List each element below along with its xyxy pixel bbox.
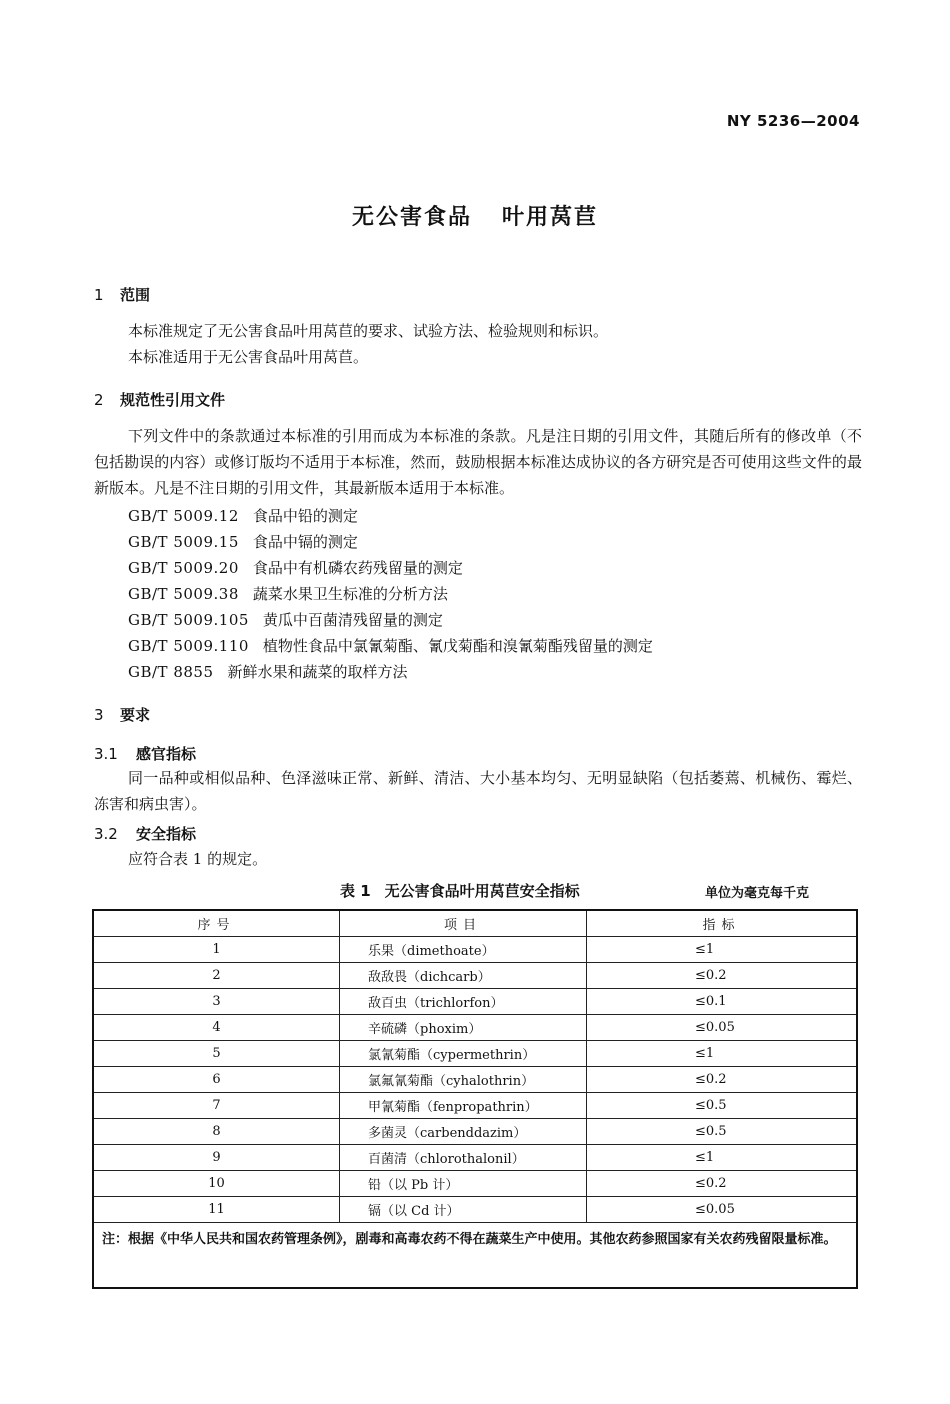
reference-item: [128, 583, 448, 604]
cell-serial: 9: [93, 1145, 340, 1171]
cell-serial: 8: [93, 1119, 340, 1145]
section-number: 1: [94, 286, 104, 304]
cell-item: 铅（以 Pb 计）: [340, 1171, 587, 1197]
section-1-line-1: 本标准规定了无公害食品叶用莴苣的要求、试验方法、检验规则和标识。: [128, 322, 609, 340]
section-3-1-paragraph: 同一品种或相似品种、色泽滋味正常、新鲜、清洁、大小基本均匀、无明显缺陷（包括萎蔫、机械伤、霉烂、冻害和病虫害）。: [94, 769, 862, 813]
table-row: [93, 989, 857, 1015]
reference-item: [128, 661, 408, 682]
cell-index: ≤0.05: [587, 1015, 858, 1041]
section-title: 感官指标: [136, 745, 197, 763]
cell-index: ≤0.5: [587, 1119, 858, 1145]
cell-item: 乐果（dimethoate）: [340, 937, 587, 963]
cell-index: ≤1: [587, 1041, 858, 1067]
table-caption-title: 无公害食品叶用莴苣安全指标: [384, 882, 580, 900]
section-number: 3.2: [94, 825, 118, 843]
cell-index: ≤0.5: [587, 1093, 858, 1119]
section-title: 规范性引用文件: [120, 391, 226, 409]
cell-item: 百菌清（chlorothalonil）: [340, 1145, 587, 1171]
table-caption-number: 表 1: [340, 882, 371, 900]
header-serial: 序号: [93, 910, 340, 937]
section-2-heading: [94, 389, 225, 410]
section-3-2-paragraph: 应符合表 1 的规定。: [128, 850, 268, 868]
table-unit: 单位为毫克每千克: [705, 886, 810, 901]
section-title: 要求: [120, 706, 151, 724]
reference-item: [128, 609, 443, 630]
section-number: 3: [94, 706, 104, 724]
table-row: [93, 1197, 857, 1223]
reference-title: 新鲜水果和蔬菜的取样方法: [227, 663, 408, 681]
section-2-paragraph: 下列文件中的条款通过本标准的引用而成为本标准的条款。凡是注日期的引用文件，其随后所有的修改单（不包括勘误的内容）或修订版均不适用于本标准，然而，鼓励根据本标准达成协议的各方研究是否可使用这些文件的最新版本。凡是不注日期的引用文件，其最新版本适用于本标准。: [94, 427, 862, 497]
header-index: 指标: [587, 910, 858, 937]
reference-title: 蔬菜水果卫生标准的分析方法: [252, 585, 448, 603]
reference-item: [128, 557, 463, 578]
reference-title: 食品中有机磷农药残留量的测定: [252, 559, 463, 577]
cell-serial: 1: [93, 937, 340, 963]
reference-code: GB/T 5009.20: [128, 559, 239, 577]
cell-index: ≤0.1: [587, 989, 858, 1015]
document-number: NY 5236—2004: [726, 112, 860, 130]
table-header-row: [93, 910, 857, 937]
title-part-1: 无公害食品: [351, 205, 472, 230]
cell-index: ≤0.2: [587, 1171, 858, 1197]
reference-code: GB/T 8855: [128, 663, 214, 681]
table-note: 注：根据《中华人民共和国农药管理条例》，剧毒和高毒农药不得在蔬菜生产中使用。其他农药参照国家有关农药残留限量标准。: [93, 1223, 857, 1289]
reference-item: [128, 505, 358, 526]
reference-code: GB/T 5009.38: [128, 585, 239, 603]
reference-item: [128, 635, 653, 656]
reference-code: GB/T 5009.12: [128, 507, 239, 525]
reference-title: 黄瓜中百菌清残留量的测定: [262, 611, 443, 629]
table-row: [93, 1067, 857, 1093]
section-1-heading: [94, 284, 150, 305]
reference-code: GB/T 5009.15: [128, 533, 239, 551]
section-1-line-2: 本标准适用于无公害食品叶用莴苣。: [128, 348, 369, 366]
table-row: [93, 1093, 857, 1119]
cell-item: 氯氰菊酯（cypermethrin）: [340, 1041, 587, 1067]
cell-serial: 3: [93, 989, 340, 1015]
cell-item: 镉（以 Cd 计）: [340, 1197, 587, 1223]
cell-item: 氯氟氰菊酯（cyhalothrin）: [340, 1067, 587, 1093]
cell-index: ≤1: [587, 1145, 858, 1171]
section-number: 3.1: [94, 745, 118, 763]
section-3-2-heading: [94, 823, 196, 844]
reference-title: 食品中铅的测定: [252, 507, 358, 525]
reference-code: GB/T 5009.105: [128, 611, 249, 629]
document-title: [0, 200, 950, 231]
cell-item: 敌百虫（trichlorfon）: [340, 989, 587, 1015]
cell-index: ≤0.2: [587, 963, 858, 989]
table-row: [93, 1119, 857, 1145]
table-row: [93, 1145, 857, 1171]
section-number: 2: [94, 391, 104, 409]
section-title: 范围: [120, 286, 151, 304]
cell-index: ≤0.2: [587, 1067, 858, 1093]
cell-item: 多菌灵（carbenddazim）: [340, 1119, 587, 1145]
table-note-row: [93, 1223, 857, 1289]
section-3-heading: [94, 704, 150, 725]
cell-index: ≤1: [587, 937, 858, 963]
reference-title: 植物性食品中氯氰菊酯、氰戊菊酯和溴氰菊酯残留量的测定: [262, 637, 653, 655]
title-part-2: 叶用莴苣: [502, 205, 599, 230]
cell-serial: 10: [93, 1171, 340, 1197]
cell-serial: 11: [93, 1197, 340, 1223]
safety-index-table: [92, 909, 858, 1289]
cell-serial: 7: [93, 1093, 340, 1119]
cell-item: 甲氰菊酯（fenpropathrin）: [340, 1093, 587, 1119]
table-row: [93, 937, 857, 963]
cell-serial: 2: [93, 963, 340, 989]
cell-index: ≤0.05: [587, 1197, 858, 1223]
header-item: 项目: [340, 910, 587, 937]
reference-code: GB/T 5009.110: [128, 637, 249, 655]
table-row: [93, 1015, 857, 1041]
cell-serial: 4: [93, 1015, 340, 1041]
section-3-1-heading: [94, 743, 196, 764]
table-row: [93, 963, 857, 989]
table-row: [93, 1171, 857, 1197]
reference-title: 食品中镉的测定: [252, 533, 358, 551]
cell-serial: 6: [93, 1067, 340, 1093]
cell-item: 辛硫磷（phoxim）: [340, 1015, 587, 1041]
table-row: [93, 1041, 857, 1067]
cell-item: 敌敌畏（dichcarb）: [340, 963, 587, 989]
section-title: 安全指标: [136, 825, 197, 843]
reference-item: [128, 531, 358, 552]
cell-serial: 5: [93, 1041, 340, 1067]
table-caption: [340, 880, 580, 901]
